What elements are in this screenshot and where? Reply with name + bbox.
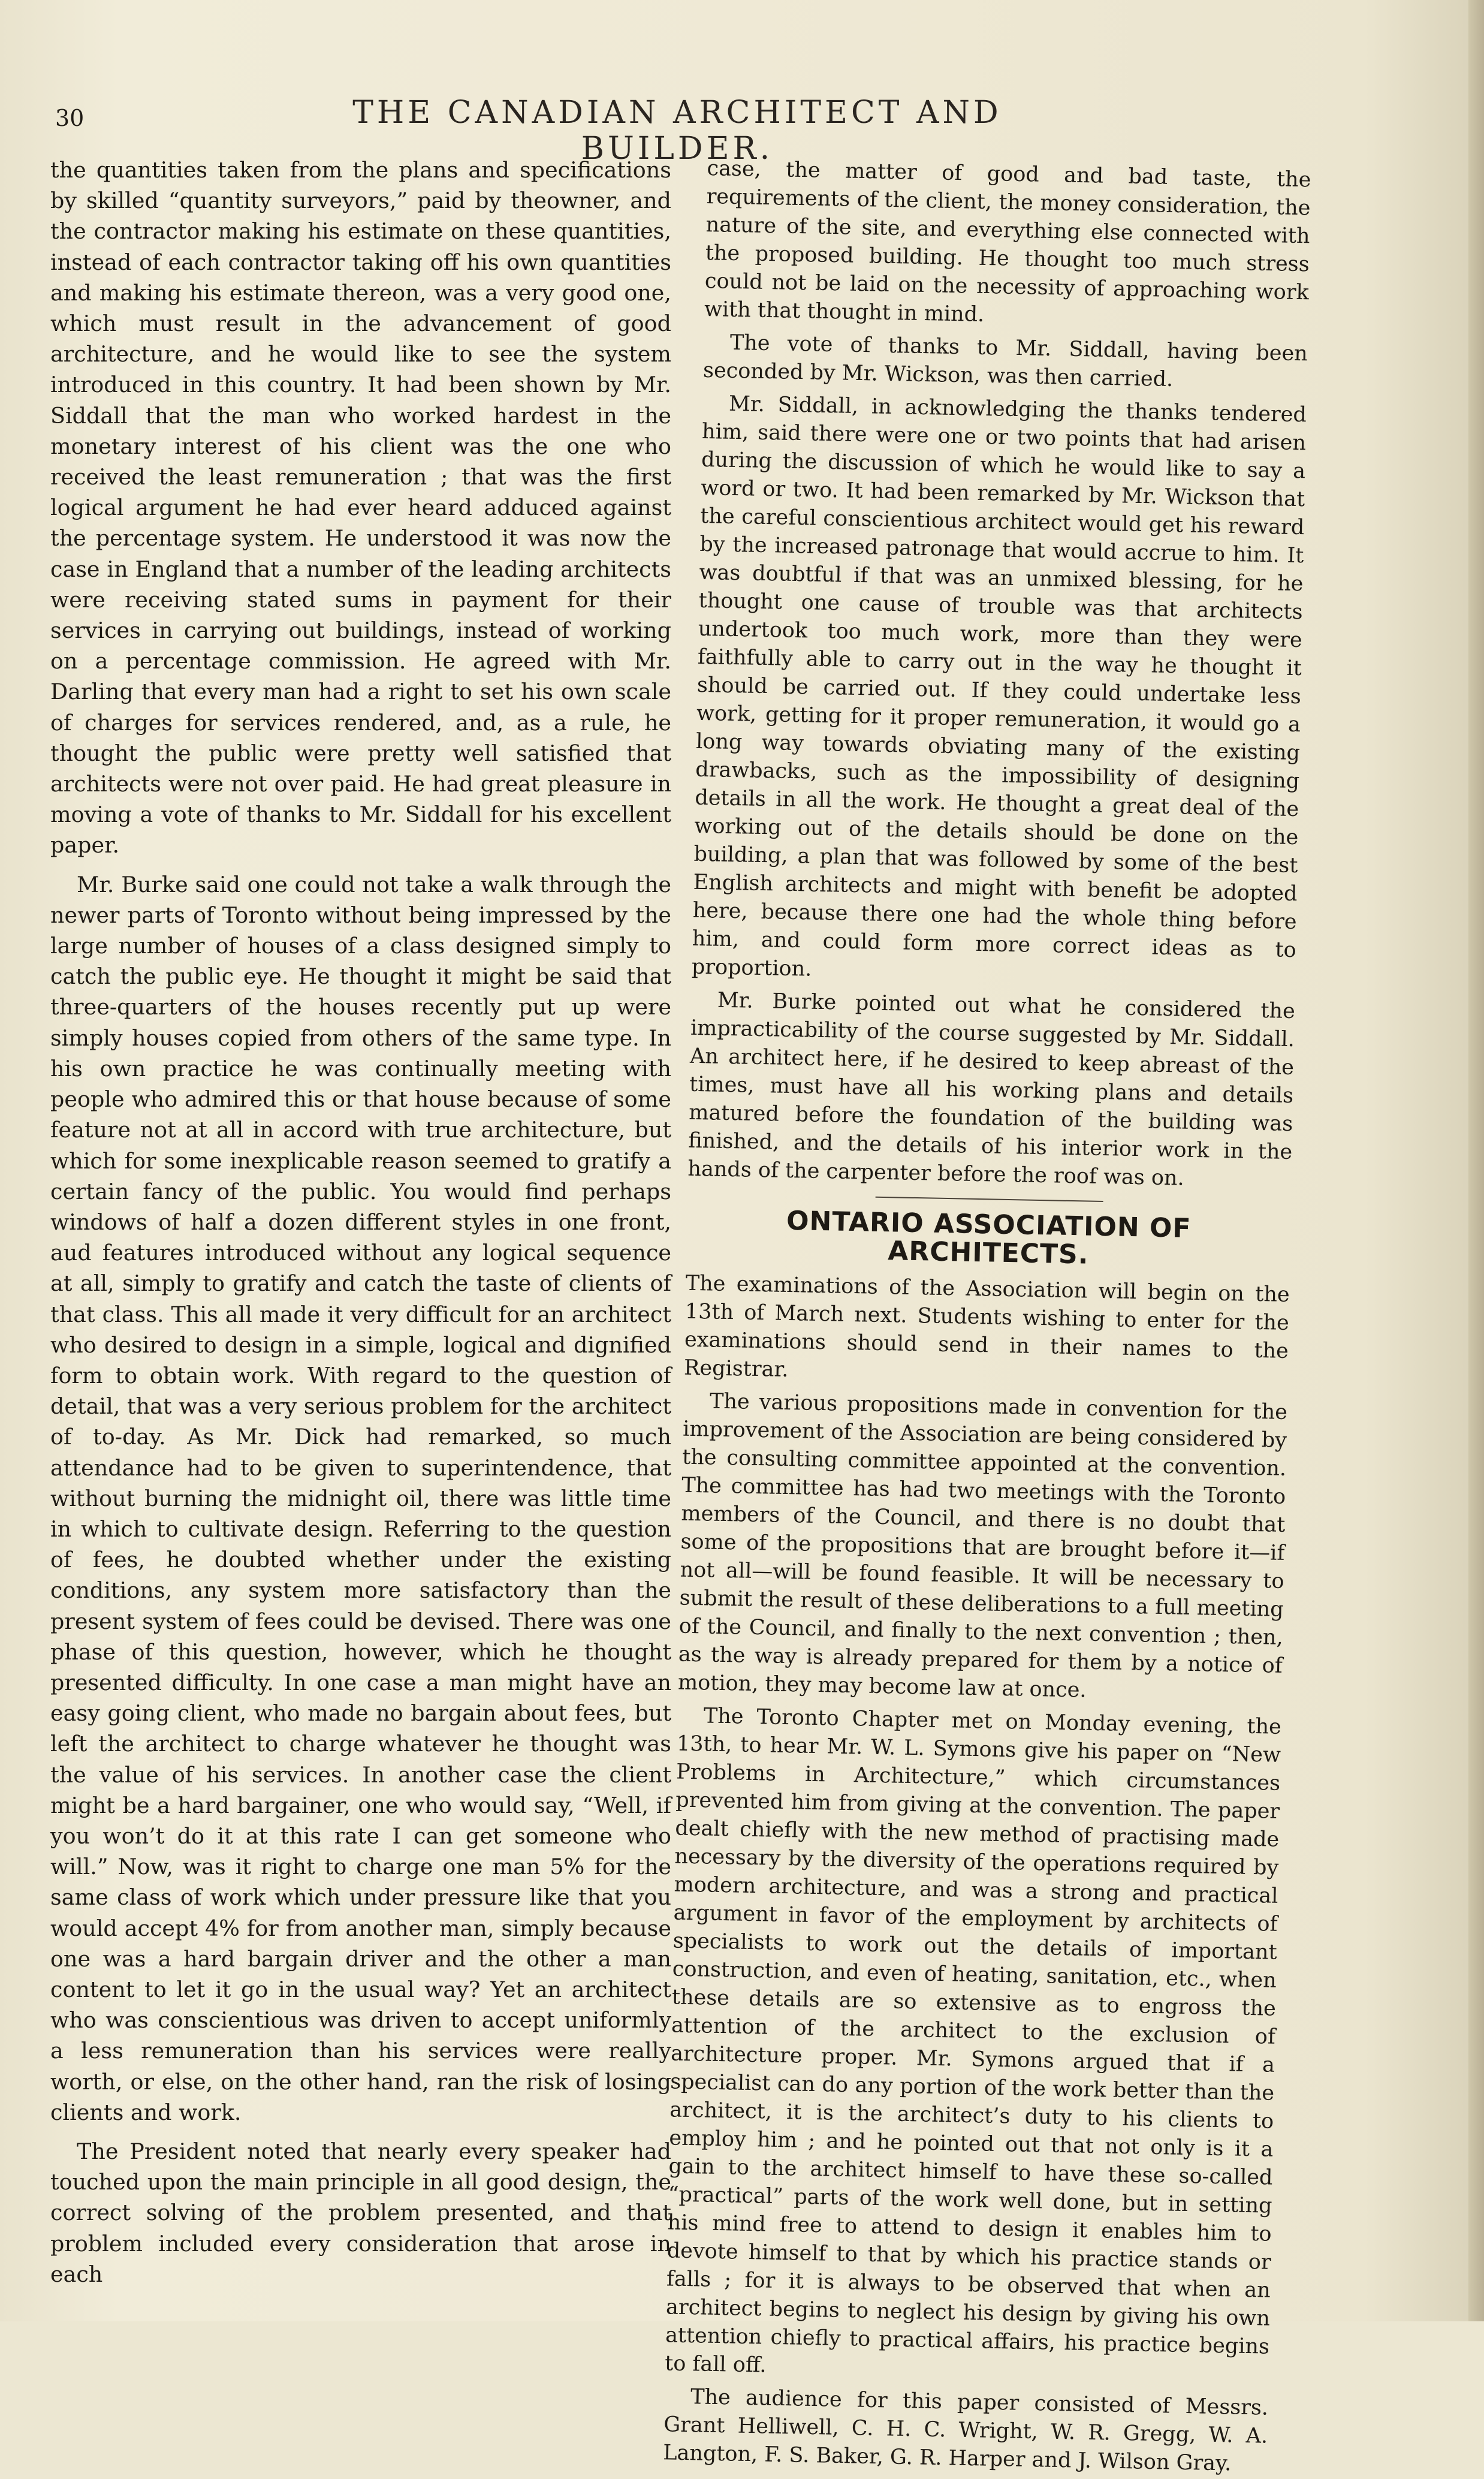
right-column bbox=[663, 155, 1311, 2479]
paragraph: Mr. Burke said one could not take a walk through the newer parts of Toronto without being impressed by the large number of houses of a class designed simply to catch the public eye. He thought it might be said that three-quarters of the houses recently put up were simply houses copied from others of the same type. In his own practice he was continually meeting with people who admired this or that house because of some feature not at all in accord with true architecture, but which for some inexplicable reason seemed to gratify a certain fancy of the public. You would find perhaps windows of half a dozen different styles in one front, aud features introduced without any logical sequence at all, simply to gratify and catch the taste of clients of that class. This all made it very difficult for an architect who desired to design in a simple, logical and dignified form to obtain work. With regard to the question of detail, that was a very serious problem for the architect of to-day. As Mr. Dick had remarked, so much attendance had to be given to superintendence, that without burning the midnight oil, there was little time in which to cultivate design. Referring to the question of fees, he doubted whether under the existing conditions, any system more satisfactory than the present system of fees could be devised. There was one phase of this question, however, which he thought presented difficulty. In one case a man might have an easy going client, who made no bargain about fees, but left the architect to charge whatever he thought was the value of his services. In another case the client might be a hard bargainer, one who would say, “Well, if you won’t do it at this rate I can get someone who will.” Now, was it right to charge one man 5% for the same class of work which under pressure like that you would accept 4% for from another man, simply because one was a hard bargain driver and the other a man content to let it go in the usual way? Yet an architect who was conscientious was driven to accept uniformly a less remuneration than his services were really worth, or else, on the other hand, ran the risk of losing clients and work. bbox=[50, 871, 671, 2125]
paragraph: The examinations of the Association will begin on the 13th of March next. Students wishing to enter for the examinations should send in their names to the Registrar. bbox=[683, 1271, 1290, 1382]
running-head: THE CANADIAN ARCHITECT AND BUILDER. bbox=[352, 95, 1002, 167]
page-number: 30 bbox=[55, 105, 85, 131]
paragraph: The President noted that nearly every speaker had touched upon the main principle in all good design, the correct solving of the problem presented, and that problem included every consideration that arose in each bbox=[50, 2138, 671, 2287]
paragraph: Mr. Burke pointed out what he considered the impracticability of the course suggested by Mr. Siddall. An architect here, if he desired to keep abreast of the times, must have all his working plans and details matured before the foundation of the building was finished, and the details of his interior work in the hands of the carpenter before the roof was on. bbox=[687, 988, 1296, 1191]
paragraph: case, the matter of good and bad taste, the requirements of the client, the money consideration, the nature of the site, and everything else connected with the proposed building. He thought too much stress could not be laid on the necessity of approaching work with that thought in mind. bbox=[704, 156, 1311, 327]
left-column bbox=[50, 155, 671, 2290]
paragraph: The vote of thanks to Mr. Siddall, having been seconded by Mr. Wickson, was then carried. bbox=[702, 330, 1308, 391]
page-edge-shadow bbox=[1468, 0, 1484, 2321]
paragraph: The audience for this paper consisted of Messrs. Grant Helliwell, C. H. C. Wright, W. R. Gregg, W. A. Langton, F. S. Baker, G. R. Harper and J. Wilson Gray. bbox=[663, 2385, 1269, 2476]
section-heading: ONTARIO ASSOCIATION OF ARCHITECTS. bbox=[786, 1205, 1192, 1270]
paragraph: Mr. Siddall, in acknowledging the thanks tendered him, said there were one or two points that had arisen during the discussion of which he would like to say a word or two. It had been remarked by Mr. Wickson that the careful conscientious architect would get his reward by the increased patronage that would accrue to him. It was doubtful if that was an unmixed blessing, for he thought one cause of trouble was that architects undertook too much work, more than they were faithfully able to carry out in the way he thought it should be carried out. If they could undertake less work, getting for it proper remuneration, it would go a long way towards obviating many of the existing drawbacks, such as the impossibility of designing details in all the work. He thought a great deal of the working out of the details should be done on the building, a plan that was followed by some of the best English architects and might with benefit be adopted here, because there one had the whole thing before him, and could form more correct ideas as to proportion. bbox=[691, 391, 1307, 981]
section-divider bbox=[876, 1197, 1103, 1202]
paragraph: the quantities taken from the plans and specifications by skilled “quantity surveyors,” paid by theowner, and the contractor making his estimate on these quantities, instead of each contractor taking off his own quantities and making his estimate thereon, was a very good one, which must result in the advancement of good architecture, and he would like to see the system introduced in this country. It had been shown by Mr. Siddall that the man who worked hardest in the monetary interest of his client was the one who received the least remuneration ; that was the first logical argument he had ever heard adduced against the percentage system. He understood it was now the case in England that a number of the leading architects were receiving stated sums in payment for their services in carrying out buildings, instead of working on a percentage commission. He agreed with Mr. Darling that every man had a right to set his own scale of charges for services rendered, and, as a rule, he thought the public were pretty well satisfied that architects were not over paid. He had great pleasure in moving a vote of thanks to Mr. Siddall for his excellent paper. bbox=[50, 157, 671, 859]
paragraph: The various propositions made in convention for the improvement of the Association are being considered by the consulting committee appointed at the convention. The committee has had two meetings with the Toronto members of the Council, and there is no doubt that some of the propositions that are brought before it—if not all—will be found feasible. It will be necessary to submit the result of these deliberations to a full meeting of the Council, and finally to the next convention ; then, as the way is already prepared for them by a notice of motion, they may become law at once. bbox=[677, 1389, 1288, 1703]
paragraph: The Toronto Chapter met on Monday evening, the 13th, to hear Mr. W. L. Symons give his paper on “New Problems in Architecture,” which circumstances prevented him from giving at the convention. The paper dealt chiefly with the new method of practising made necessary by the diversity of the operations required by modern architecture, and was a strong and practical argument in favor of the employment by architects of specialists to work out the details of important construction, and even of heating, sanitation, etc., when these details are so extensive as to engross the attention of the architect to the exclusion of architecture proper. Mr. Symons argued that if a specialist can do any portion of the work better than the architect, it is the architect’s duty to his clients to employ him ; and he pointed out that not only is it a gain to the architect himself to have these so-called “practical” parts of the work well done, but in setting his mind free to attend to design it enables him to devote himself to that by which his practice stands or falls ; for it is always to be observed that when an architect begins to neglect his design by giving his own attention chiefly to practical affairs, his practice begins to fall off. bbox=[664, 1704, 1282, 2378]
